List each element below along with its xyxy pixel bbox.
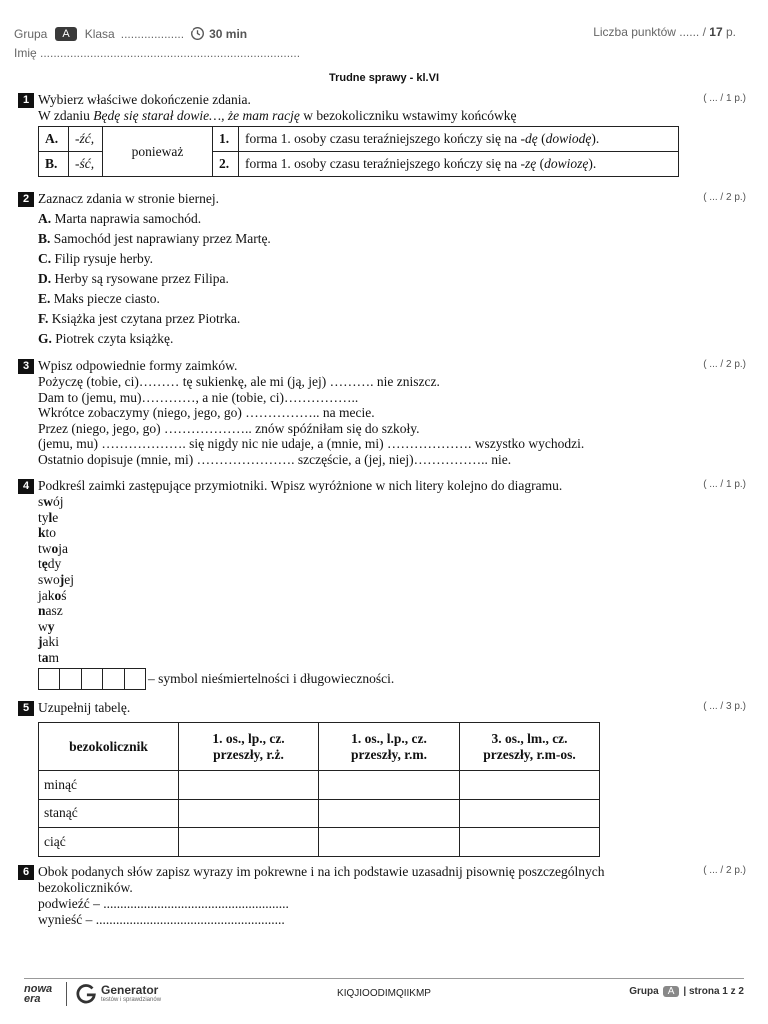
diagram-box[interactable] — [59, 668, 81, 690]
points-total: 17 — [709, 25, 723, 39]
answer-line[interactable]: podwieźć – ....................................................... — [38, 896, 289, 911]
name-field: Imię .............................................................................. — [14, 46, 301, 60]
task-6 — [18, 864, 748, 928]
option-b-value[interactable]: -ść, — [69, 152, 103, 177]
task-number: 2 — [18, 192, 34, 207]
word-item[interactable]: tędy — [38, 556, 62, 572]
word-item[interactable]: twoja — [38, 540, 68, 556]
infinitive-cell: minąć — [39, 771, 179, 800]
footer-grupa-badge: A — [663, 986, 680, 997]
answer-cell[interactable] — [179, 828, 319, 857]
task-number: 5 — [18, 701, 34, 716]
word-item[interactable]: swojej — [38, 571, 75, 587]
task-3 — [18, 358, 748, 468]
fill-line[interactable]: Przez (niego, jego, go) ……………….. znów spóźniłam się do szkoły. — [38, 420, 420, 436]
option-g[interactable]: G. Piotrek czyta książkę. — [38, 331, 174, 346]
infinitive-cell: stanąć — [39, 799, 179, 828]
word-item[interactable]: jaki — [38, 634, 59, 650]
klasa-label: Klasa — [84, 26, 115, 41]
answer-cell[interactable] — [319, 771, 460, 800]
diagram-box[interactable] — [81, 668, 103, 690]
answer-cell[interactable] — [460, 799, 600, 828]
task-instruction: Wpisz odpowiednie formy zaimków. — [38, 358, 238, 373]
column-header: bezokolicznik — [39, 723, 179, 771]
points-summary — [593, 25, 736, 39]
table-header-row — [39, 723, 600, 771]
word-item[interactable]: tam — [38, 649, 60, 665]
table-row — [39, 799, 600, 828]
answer-cell[interactable] — [460, 828, 600, 857]
option-2-number[interactable]: 2. — [213, 152, 239, 177]
task-instruction-cont: bezokoliczników. — [38, 880, 133, 895]
column-header: 1. os., l.p., cz. przeszły, r.m. — [319, 723, 460, 771]
fill-line[interactable]: Dam to (jemu, mu)…………, a nie (tobie, ci)…………….. — [38, 389, 359, 405]
diagram-box[interactable] — [124, 668, 146, 690]
grupa-label: Grupa — [14, 26, 48, 41]
fill-line[interactable]: Ostatnio dopisuje (mnie, mi) …………………. szczęście, a (jej, niej)…………….. nie. — [38, 451, 512, 467]
choice-table — [38, 126, 679, 177]
option-a[interactable]: A. Marta naprawia samochód. — [38, 211, 202, 226]
answer-cell[interactable] — [179, 771, 319, 800]
footer-grupa-label: Grupa — [629, 986, 659, 997]
fill-line[interactable]: Pożyczę (tobie, ci)……… tę sukienkę, ale mi (ją, jej) ………. nie zniszcz. — [38, 374, 440, 389]
option-f[interactable]: F. Książka jest czytana przez Piotrka. — [38, 311, 241, 326]
time-limit: 30 min — [209, 26, 248, 41]
task-sentence: W zdaniu Będę się starał dowie…, że mam rację w bezokoliczniku wstawimy końcówkę — [38, 108, 517, 123]
task-points: ( ... / 1 p.) — [703, 93, 746, 104]
task-instruction: Obok podanych słów zapisz wyrazy im pokrewne i na ich podstawie uzasadnij pisownię poszczególnych — [38, 864, 605, 879]
task-1 — [18, 92, 748, 177]
option-2-text[interactable]: forma 1. osoby czasu teraźniejszego kończy się na -zę (dowiozę). — [239, 152, 679, 177]
generator-subtitle: testów i sprawdzianów — [101, 997, 162, 1003]
task-number: 1 — [18, 93, 34, 108]
task-points: ( ... / 3 p.) — [703, 701, 746, 712]
option-1-number[interactable]: 1. — [213, 127, 239, 152]
document-code: KIQJIOODIMQIIKMP — [337, 988, 431, 999]
points-label: Liczba punktów ...... / — [593, 25, 706, 39]
word-item[interactable]: tyle — [38, 509, 59, 525]
generator-title: Generator — [101, 983, 159, 997]
letter-diagram[interactable] — [38, 668, 146, 690]
option-e[interactable]: E. Maks piecze ciasto. — [38, 291, 160, 306]
footer-divider — [24, 978, 744, 979]
infinitive-cell: ciąć — [39, 828, 179, 857]
fill-line[interactable]: Wkrótce zobaczymy (niego, jego, go) …………….. na mecie. — [38, 405, 375, 421]
word-item[interactable]: jakoś — [38, 587, 67, 603]
task-instruction: Wybierz właściwe dokończenie zdania. — [38, 92, 251, 107]
nowa-era-logo: nowa era — [24, 983, 53, 1005]
task-2 — [18, 191, 748, 349]
answer-cell[interactable] — [319, 828, 460, 857]
word-item[interactable]: kto — [38, 525, 57, 541]
task-number: 6 — [18, 865, 34, 880]
answer-cell[interactable] — [460, 771, 600, 800]
footer-page-info — [629, 986, 744, 997]
answer-cell[interactable] — [319, 799, 460, 828]
column-header: 1. os., lp., cz. przeszły, r.ż. — [179, 723, 319, 771]
clock-icon — [190, 26, 205, 41]
option-a-value[interactable]: -źć, — [69, 127, 103, 152]
page-title: Trudne sprawy - kl.VI — [328, 72, 440, 84]
task-5 — [18, 700, 748, 857]
diagram-box[interactable] — [102, 668, 124, 690]
because-cell: ponieważ — [103, 127, 213, 177]
task-points: ( ... / 2 p.) — [703, 359, 746, 370]
word-item[interactable]: wy — [38, 618, 55, 634]
column-header: 3. os., lm., cz. przeszły, r.m-os. — [460, 723, 600, 771]
word-item[interactable]: nasz — [38, 603, 63, 619]
option-c[interactable]: C. Filip rysuje herby. — [38, 251, 153, 266]
task-4 — [18, 478, 748, 690]
task-points: ( ... / 2 p.) — [703, 192, 746, 203]
klasa-dots: ................... — [120, 26, 185, 41]
verb-table — [38, 722, 600, 857]
points-unit: p. — [725, 25, 736, 39]
page-number: | strona 1 z 2 — [683, 986, 744, 997]
task-instruction: Uzupełnij tabelę. — [38, 700, 131, 715]
diagram-row — [38, 668, 748, 691]
fill-line[interactable]: (jemu, mu) ………………. się nigdy nic nie udaje, a (mnie, mi) ………………. wszystko wychodzi. — [38, 436, 585, 452]
word-item[interactable]: swój — [38, 494, 64, 509]
task-points: ( ... / 2 p.) — [703, 865, 746, 876]
diagram-box[interactable] — [38, 668, 60, 690]
header-info — [14, 26, 247, 41]
table-row — [39, 771, 600, 800]
task-number: 4 — [18, 479, 34, 494]
option-1-text[interactable]: forma 1. osoby czasu teraźniejszego kończy się na -dę (dowiodę). — [239, 127, 679, 152]
task-instruction: Zaznacz zdania w stronie biernej. — [38, 191, 220, 206]
option-d[interactable]: D. Herby są rysowane przez Filipa. — [38, 271, 229, 286]
option-b[interactable]: B. Samochód jest naprawiany przez Martę. — [38, 231, 271, 246]
option-b-letter[interactable]: B. — [39, 152, 69, 177]
option-a-letter[interactable]: A. — [39, 127, 69, 152]
task-number: 3 — [18, 359, 34, 374]
table-row — [39, 828, 600, 857]
task-instruction: Podkreśl zaimki zastępujące przymiotniki. Wpisz wyróżnione w nich litery kolejno do diagramu. — [38, 478, 563, 493]
diagram-caption: – symbol nieśmiertelności i długowieczności. — [147, 670, 395, 686]
answer-line[interactable]: wynieść – ........................................................ — [38, 912, 285, 927]
task-points: ( ... / 1 p.) — [703, 479, 746, 490]
grupa-badge: A — [55, 27, 76, 41]
answer-cell[interactable] — [179, 799, 319, 828]
